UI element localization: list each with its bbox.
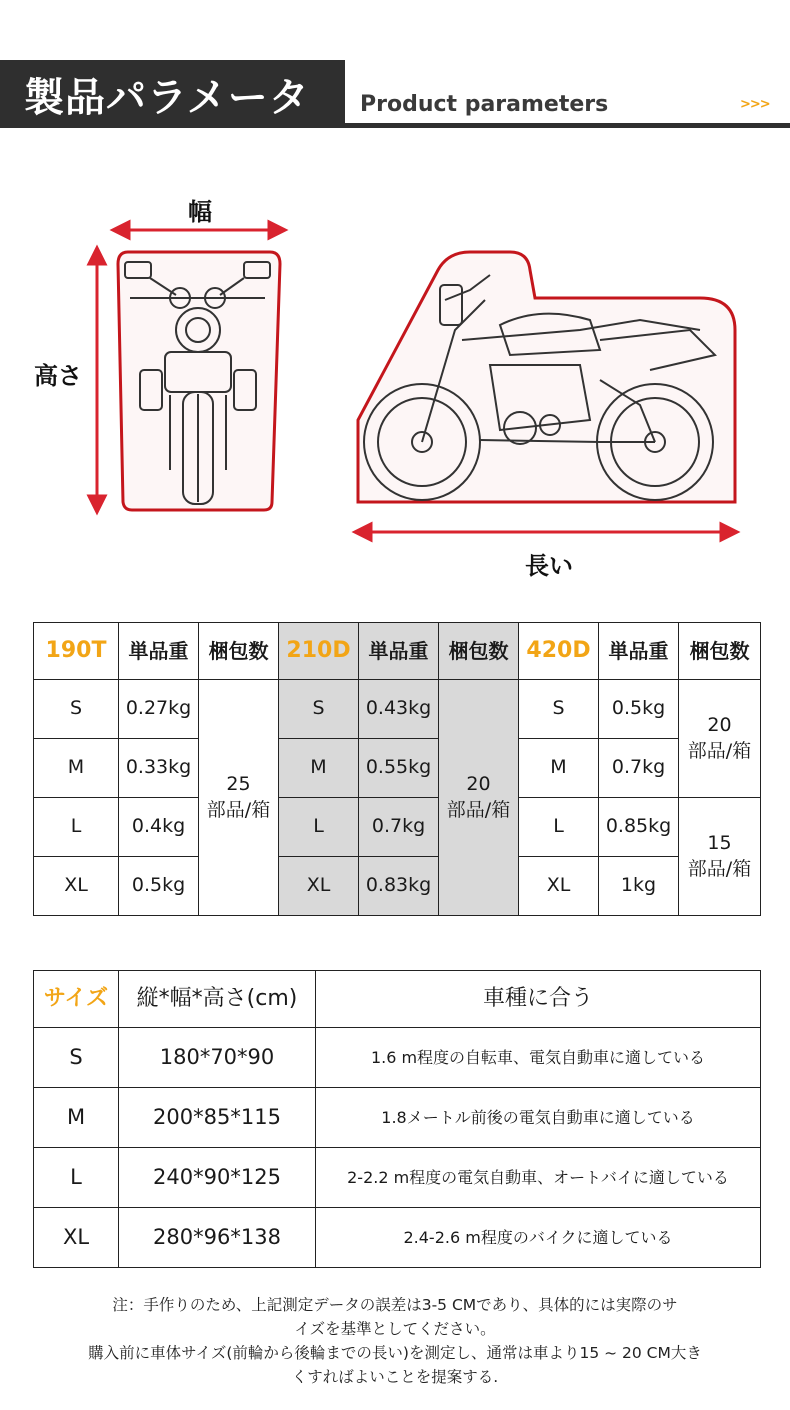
- table-row: [34, 1208, 761, 1268]
- weight-packing-table: [33, 622, 761, 916]
- dims-cell: 280*96*138: [119, 1208, 316, 1268]
- pack-number: 20: [466, 772, 491, 795]
- weight-cell: 0.85kg: [599, 798, 679, 857]
- weight-cell: 0.5kg: [119, 857, 199, 916]
- height-label: 高さ: [34, 362, 82, 390]
- size-cell: XL: [34, 857, 119, 916]
- size-cell: L: [34, 798, 119, 857]
- size-cell: M: [34, 1088, 119, 1148]
- pack-number: 25: [226, 772, 251, 795]
- pack-header: 梱包数: [439, 623, 519, 680]
- size-cell: XL: [519, 857, 599, 916]
- weight-cell: 0.43kg: [359, 680, 439, 739]
- pack-unit: 部品/箱: [687, 739, 752, 762]
- weight-header: 単品重: [359, 623, 439, 680]
- pack-header: 梱包数: [679, 623, 761, 680]
- size-cell: S: [279, 680, 359, 739]
- size-cell: XL: [279, 857, 359, 916]
- weight-cell: 0.7kg: [599, 739, 679, 798]
- note-line-2: イズを基準としてください。: [294, 1320, 496, 1338]
- pack-unit: 部品/箱: [687, 857, 752, 880]
- arrows-decoration: >>>: [740, 97, 770, 112]
- size-cell: M: [279, 739, 359, 798]
- pack-header: 梱包数: [199, 623, 279, 680]
- weight-cell: 0.33kg: [119, 739, 199, 798]
- dims-cell: 200*85*115: [119, 1088, 316, 1148]
- size-cell: M: [34, 739, 119, 798]
- material-210d: 210D: [279, 623, 359, 680]
- size-cell: S: [519, 680, 599, 739]
- pack-cell-190t: [199, 680, 279, 916]
- table-row: [34, 680, 761, 739]
- note-line-3: 購入前に車体サイズ(前輪から後輪までの長い)を測定し、通常は車より15 ~ 20 CM大き: [88, 1344, 702, 1362]
- table-header-row: [34, 623, 761, 680]
- table-row: [34, 1088, 761, 1148]
- fit-header: 車種に合う: [316, 971, 761, 1028]
- note-line-4: くすればよいことを提案する.: [291, 1368, 499, 1386]
- table-header-row: [34, 971, 761, 1028]
- dims-cell: 240*90*125: [119, 1148, 316, 1208]
- length-label: 長い: [525, 552, 573, 580]
- table-row: [34, 857, 761, 916]
- section-title: 製品パラメータ: [24, 74, 310, 121]
- size-cell: XL: [34, 1208, 119, 1268]
- fit-cell: 2.4-2.6 m程度のバイクに適している: [316, 1208, 761, 1268]
- weight-header: 単品重: [599, 623, 679, 680]
- weight-cell: 0.4kg: [119, 798, 199, 857]
- size-cell: M: [519, 739, 599, 798]
- table-row: [34, 1028, 761, 1088]
- material-190t: 190T: [34, 623, 119, 680]
- material-420d: 420D: [519, 623, 599, 680]
- weight-header: 単品重: [119, 623, 199, 680]
- weight-cell: 1kg: [599, 857, 679, 916]
- weight-cell: 0.27kg: [119, 680, 199, 739]
- size-cell: S: [34, 680, 119, 739]
- pack-cell-210d: [439, 680, 519, 916]
- section-subtitle: Product parameters: [360, 92, 609, 117]
- pack-unit: 部品/箱: [206, 798, 271, 821]
- fit-cell: 2-2.2 m程度の電気自動車、オートバイに適している: [316, 1148, 761, 1208]
- size-cell: L: [34, 1148, 119, 1208]
- pack-unit: 部品/箱: [446, 798, 511, 821]
- pack-number: 15: [707, 831, 732, 854]
- weight-cell: 0.5kg: [599, 680, 679, 739]
- header-underline: [345, 123, 790, 128]
- table-row: [34, 739, 761, 798]
- weight-cell: 0.7kg: [359, 798, 439, 857]
- size-cell: S: [34, 1028, 119, 1088]
- weight-cell: 0.55kg: [359, 739, 439, 798]
- pack-number: 20: [707, 713, 732, 736]
- fit-cell: 1.6 m程度の自転車、電気自動車に適している: [316, 1028, 761, 1088]
- dims-cell: 180*70*90: [119, 1028, 316, 1088]
- pack-cell-420d-top: [679, 680, 761, 798]
- dims-header: 縦*幅*高さ(cm): [119, 971, 316, 1028]
- side-cover-outline: [358, 252, 735, 502]
- table-row: [34, 798, 761, 857]
- pack-cell-420d-bottom: [679, 798, 761, 916]
- size-table: [33, 970, 761, 1268]
- motorcycle-cover-illustration: [0, 180, 790, 600]
- width-label: 幅: [188, 198, 212, 226]
- section-title-block: [0, 60, 345, 128]
- size-cell: L: [279, 798, 359, 857]
- size-header: サイズ: [34, 971, 119, 1028]
- note-line-1: 注：手作りのため、上記測定データの誤差は3-5 CMであり、具体的には実際のサ: [112, 1296, 678, 1314]
- weight-cell: 0.83kg: [359, 857, 439, 916]
- fit-cell: 1.8メートル前後の電気自動車に適している: [316, 1088, 761, 1148]
- table-row: [34, 1148, 761, 1208]
- size-cell: L: [519, 798, 599, 857]
